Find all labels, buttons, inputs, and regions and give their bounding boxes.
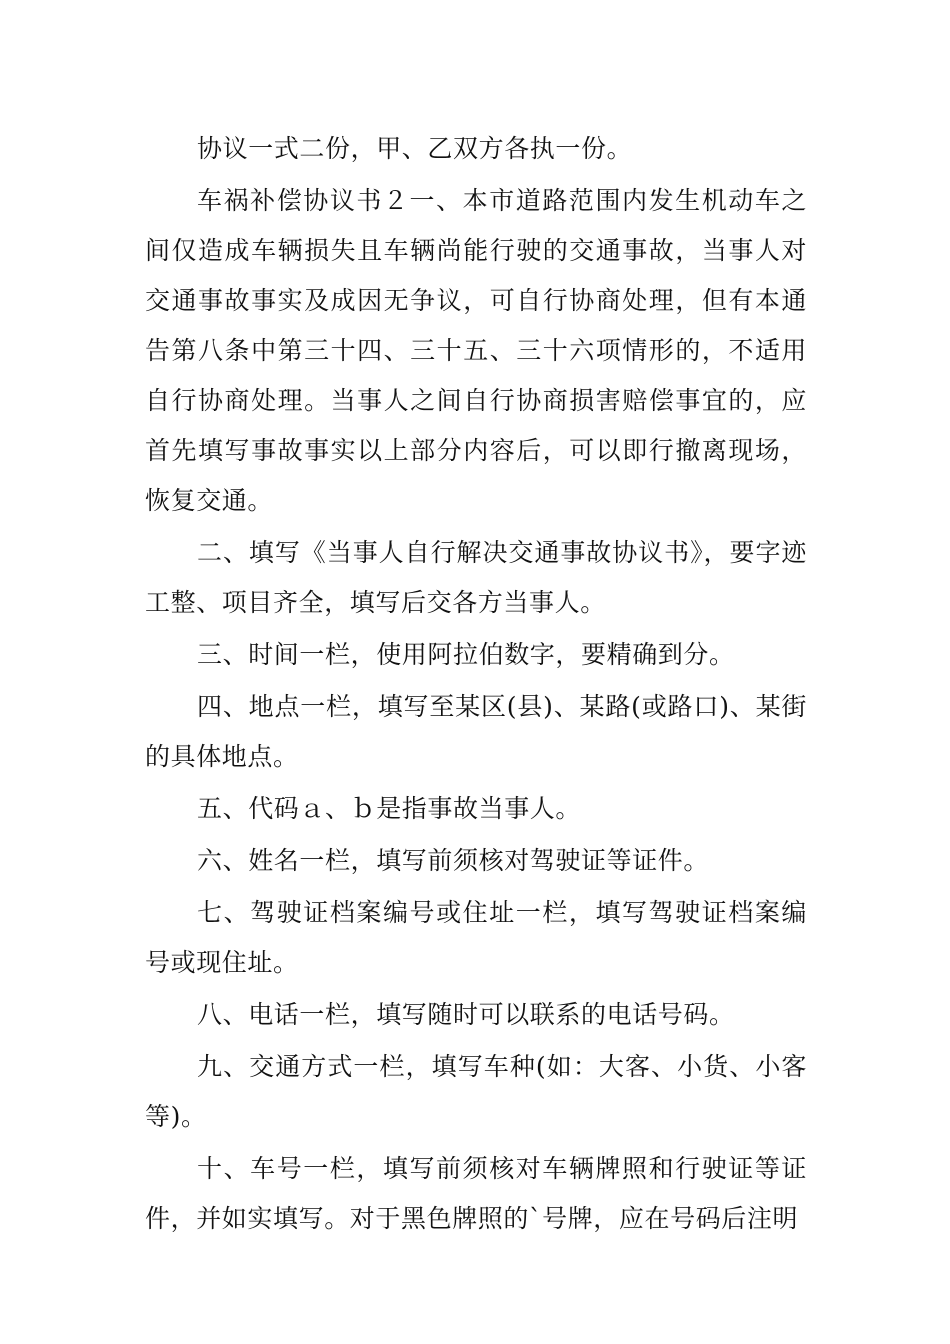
paragraph-plate-field: 十、车号一栏，填写前须核对车辆牌照和行驶证等证件，并如实填写。对于黑色牌照的`号牌，应在号码后注明 (145, 1154, 807, 1233)
paragraph-transport-field: 九、交通方式一栏，填写车种(如：大客、小货、小客等)。 (145, 1052, 807, 1131)
document-page (145, 124, 807, 1246)
paragraph-fill-agreement: 二、填写《当事人自行解决交通事故协议书》，要字迹工整、项目齐全，填写后交各方当事人。 (145, 538, 807, 617)
paragraph-license-field: 七、驾驶证档案编号或住址一栏，填写驾驶证档案编号或现住址。 (145, 898, 807, 977)
paragraph-location-field: 四、地点一栏，填写至某区(县)、某路(或路口)、某街的具体地点。 (145, 692, 807, 771)
paragraph-agreement-copies: 协议一式二份，甲、乙双方各执一份。 (197, 134, 633, 163)
paragraph-phone-field: 八、电话一栏，填写随时可以联系的电话号码。 (197, 1000, 735, 1029)
paragraph-party-codes: 五、代码ａ、ｂ是指事故当事人。 (197, 794, 582, 823)
paragraph-accident-scope: 车祸补偿协议书２一、本市道路范围内发生机动车之间仅造成车辆损失且车辆尚能行驶的交通事故，当事人对交通事故事实及成因无争议，可自行协商处理，但有本通告第八条中第三十四、三十五、三十六项情形的，不适用自行协商处理。当事人之间自行协商损害赔偿事宜的，应首先填写事故事实以上部分内容后，可以即行撤离现场，恢复交通。 (145, 186, 807, 515)
paragraph-time-field: 三、时间一栏，使用阿拉伯数字，要精确到分。 (197, 640, 735, 669)
paragraph-name-field: 六、姓名一栏，填写前须核对驾驶证等证件。 (197, 846, 710, 875)
